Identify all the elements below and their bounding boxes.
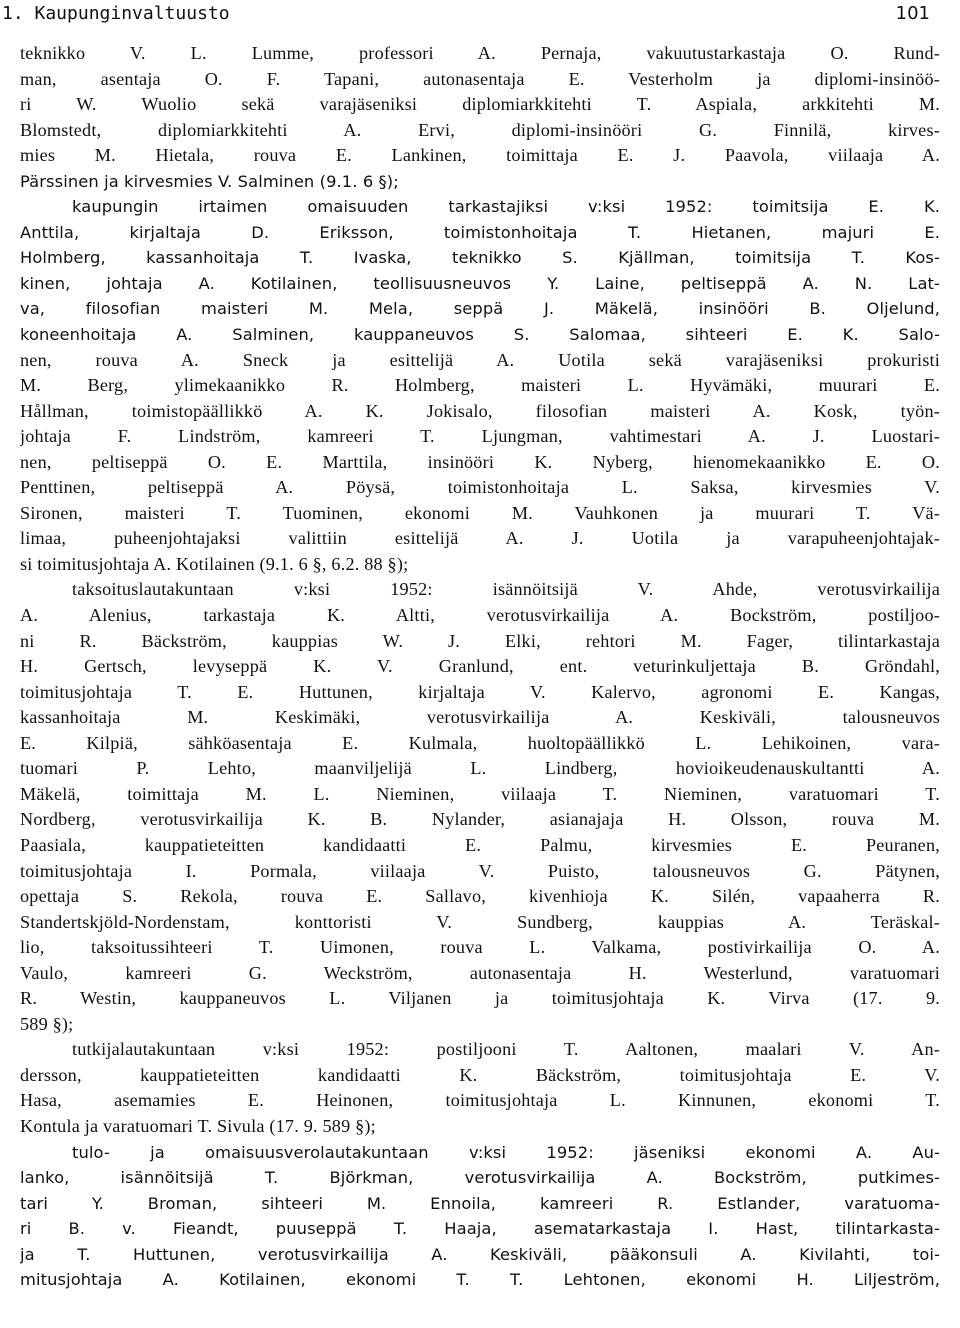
text-line: mitusjohtaja A. Kotilainen, ekonomi T. T. Lehtonen, ekonomi H. Liljeström, [20, 1270, 940, 1290]
page-number: 101 [895, 3, 930, 24]
text-line: mies M. Hietala, rouva E. Lankinen, toimittaja E. J. Paavola, viilaaja A. [20, 145, 940, 166]
running-title: 1. Kaupunginvaltuusto [2, 3, 230, 24]
text-line: H. Gertsch, levyseppä K. V. Granlund, ent. veturinkuljettaja B. Gröndahl, [20, 656, 940, 677]
text-line: Sironen, maisteri T. Tuominen, ekonomi M. Vauhkonen ja muurari T. Vä- [20, 502, 940, 523]
text-line: ni R. Bäckström, kauppias W. J. Elki, rehtori M. Fager, tilintarkastaja [20, 630, 940, 651]
text-line: E. Kilpiä, sähköasentaja E. Kulmala, huoltopäällikkö L. Lehikoinen, vara- [20, 732, 940, 753]
text-line: taksoituslautakuntaan v:ksi 1952: isännöitsijä V. Ahde, verotusvirkailija [72, 579, 940, 600]
text-line: limaa, puheenjohtajaksi valittiin esittelijä A. J. Uotila ja varapuheenjohtajak- [20, 528, 940, 549]
text-line: Vaulo, kamreeri G. Weckström, autonasentaja H. Westerlund, varatuomari [20, 962, 940, 983]
text-line: A. Alenius, tarkastaja K. Altti, verotusvirkailija A. Bockström, postiljoo- [20, 605, 940, 626]
text-line: nen, rouva A. Sneck ja esittelijä A. Uotila sekä varajäseniksi prokuristi [20, 349, 940, 370]
text-line: tuomari P. Lehto, maanviljelijä L. Lindberg, hovioikeudenauskultantti A. [20, 758, 940, 779]
text-line: teknikko V. L. Lumme, professori A. Pernaja, vakuutustarkastaja O. Rund- [20, 43, 940, 63]
text-line: Nordberg, verotusvirkailija K. B. Nylander, asianajaja H. Olsson, rouva M. [20, 809, 940, 830]
text-line: Hasa, asemamies E. Heinonen, toimitusjohtaja L. Kinnunen, ekonomi T. [20, 1090, 940, 1111]
text-line: ri W. Wuolio sekä varajäseniksi diplomiarkkitehti T. Aspiala, arkkitehti M. [20, 94, 940, 115]
text-line: man, asentaja O. F. Tapani, autonasentaja E. Vesterholm ja diplomi-insinöö- [20, 68, 940, 89]
text-line: Mäkelä, toimittaja M. L. Nieminen, viilaaja T. Nieminen, varatuomari T. [20, 783, 940, 804]
text-line: nen, peltiseppä O. E. Marttila, insinööri K. Nyberg, hienomekaanikko E. O. [20, 451, 940, 472]
text-line: Standertskjöld-Nordenstam, konttoristi V. Sundberg, kauppias A. Teräskal- [20, 911, 940, 932]
text-line: Blomstedt, diplomiarkkitehti A. Ervi, diplomi-insinööri G. Finnilä, kirves- [20, 119, 940, 140]
text-line: M. Berg, ylimekaanikko R. Holmberg, maisteri L. Hyvämäki, muurari E. [20, 375, 940, 396]
text-line: kassanhoitaja M. Keskimäki, verotusvirkailija A. Keskiväli, talousneuvos [20, 707, 940, 728]
page-header [2, 3, 930, 27]
text-line: Pärssinen ja kirvesmies V. Salminen (9.1. 6 §); [20, 171, 399, 191]
text-line: va, filosofian maisteri M. Mela, seppä J. Mäkelä, insinööri B. Oljelund, [20, 299, 940, 319]
text-line: dersson, kauppatieteitten kandidaatti K. Bäckström, toimitusjohtaja E. V. [20, 1064, 940, 1085]
text-line: Kontula ja varatuomari T. Sivula (17. 9. 589 §); [20, 1115, 376, 1136]
text-line: koneenhoitaja A. Salminen, kauppaneuvos S. Salomaa, sihteeri E. K. Salo- [20, 325, 940, 345]
body-text [20, 41, 940, 1293]
text-line: Penttinen, peltiseppä A. Pöysä, toimistonhoitaja L. Saksa, kirvesmies V. [20, 477, 940, 498]
text-line: tutkijalautakuntaan v:ksi 1952: postiljooni T. Aaltonen, maalari V. An- [72, 1039, 940, 1060]
text-line: tulo- ja omaisuusverolautakuntaan v:ksi 1952: jäseniksi ekonomi A. Au- [72, 1142, 940, 1162]
text-line: johtaja F. Lindström, kamreeri T. Ljungman, vahtimestari A. J. Luostari- [20, 426, 940, 447]
text-line: 589 §); [20, 1013, 74, 1034]
text-line: ja T. Huttunen, verotusvirkailija A. Keskiväli, pääkonsuli A. Kivilahti, toi- [20, 1244, 940, 1264]
text-line: lanko, isännöitsijä T. Björkman, verotusvirkailija A. Bockström, putkimes- [20, 1168, 940, 1188]
text-line: toimitusjohtaja T. E. Huttunen, kirjaltaja V. Kalervo, agronomi E. Kangas, [20, 681, 940, 702]
text-line: Hållman, toimistopäällikkö A. K. Jokisalo, filosofian maisteri A. Kosk, työn- [20, 400, 940, 421]
text-line: R. Westin, kauppaneuvos L. Viljanen ja toimitusjohtaja K. Virva (17. 9. [20, 988, 940, 1009]
text-line: kaupungin irtaimen omaisuuden tarkastajiksi v:ksi 1952: toimitsija E. K. [72, 197, 940, 217]
text-line: lio, taksoitussihteeri T. Uimonen, rouva L. Valkama, postivirkailija O. A. [20, 937, 940, 958]
text-line: Paasiala, kauppatieteitten kandidaatti E. Palmu, kirvesmies E. Peuranen, [20, 834, 940, 855]
text-line: Holmberg, kassanhoitaja T. Ivaska, teknikko S. Kjällman, toimitsija T. Kos- [20, 248, 940, 268]
text-line: si toimitusjohtaja A. Kotilainen (9.1. 6 §, 6.2. 88 §); [20, 553, 409, 574]
text-line: tari Y. Broman, sihteeri M. Ennoila, kamreeri R. Estlander, varatuoma- [20, 1193, 940, 1213]
text-line: ri B. v. Fieandt, puuseppä T. Haaja, asematarkastaja I. Hast, tilintarkasta- [20, 1219, 940, 1239]
text-line: opettaja S. Rekola, rouva E. Sallavo, kivenhioja K. Silén, vapaaherra R. [20, 886, 940, 907]
text-line: toimitusjohtaja I. Pormala, viilaaja V. Puisto, talousneuvos G. Pätynen, [20, 860, 940, 881]
text-line: kinen, johtaja A. Kotilainen, teollisuusneuvos Y. Laine, peltiseppä A. N. Lat- [20, 273, 940, 293]
text-line: Anttila, kirjaltaja D. Eriksson, toimistonhoitaja T. Hietanen, majuri E. [20, 222, 940, 242]
